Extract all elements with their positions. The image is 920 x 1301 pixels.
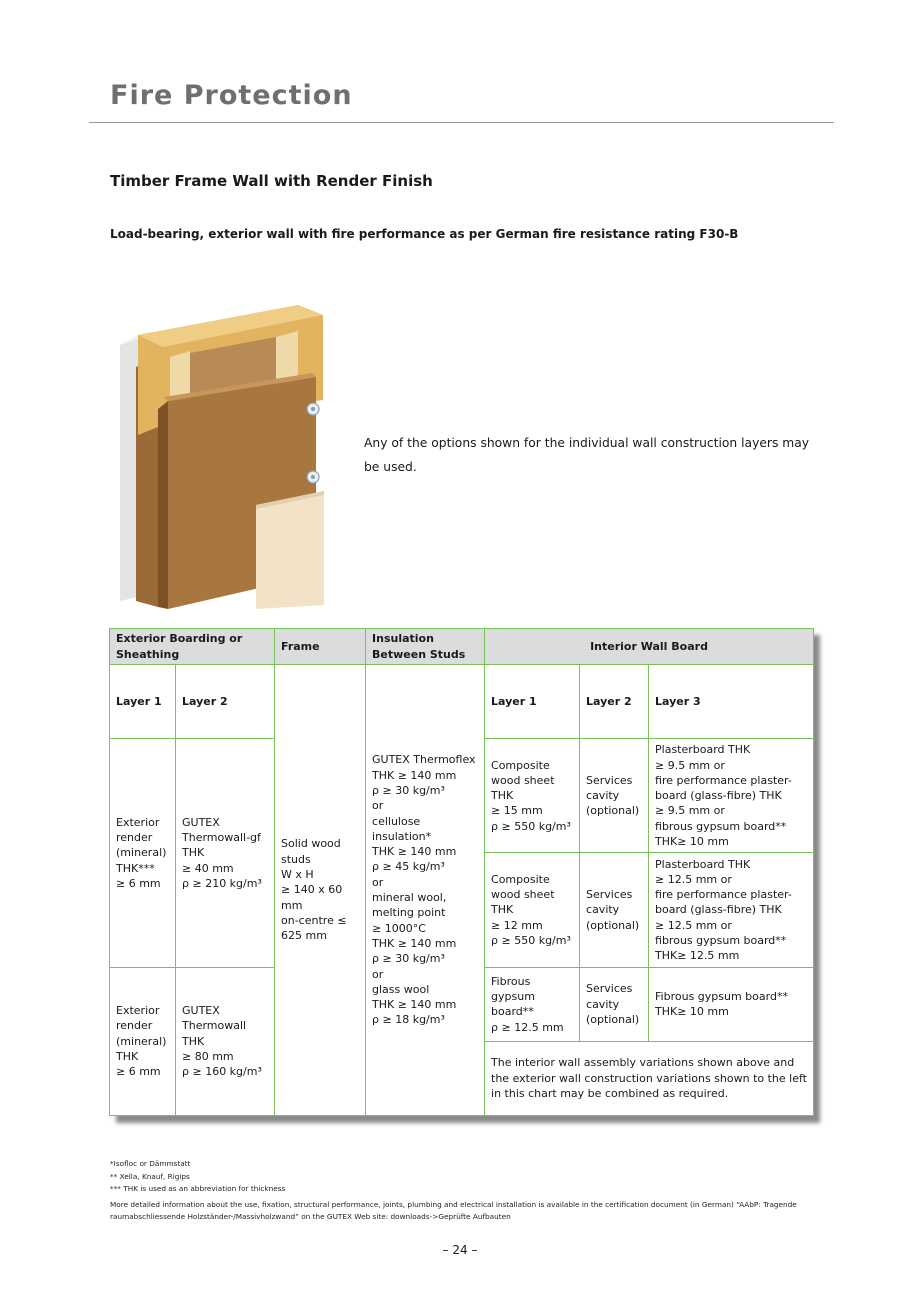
footnote-1: *Isofloc or Dämmstatt bbox=[110, 1159, 191, 1168]
footnotes bbox=[110, 1158, 830, 1223]
page-number: – 24 – bbox=[442, 1243, 478, 1257]
ext-row-2-layer-1: Exterior render (mineral) THK ≥ 6 mm bbox=[110, 967, 176, 1115]
int-layer-1-header: Layer 1 bbox=[485, 665, 580, 739]
header-insulation: Insulation Between Studs bbox=[366, 629, 485, 665]
insulation-cell: GUTEX Thermoflex THK ≥ 140 mm ρ ≥ 30 kg/m³ or cellulose insulation* THK ≥ 140 mm ρ ≥ 45 kg/m³ or mineral wool, melting point ≥ 1000°C THK ≥ 140 mm ρ ≥ 30 kg/m³ or glass wool THK ≥ 140 mm ρ ≥ 18 kg/m³ bbox=[366, 665, 485, 1116]
footnote-2: ** Xella, Knauf, Rigips bbox=[110, 1171, 190, 1181]
ext-row-1-layer-1: Exterior render (mineral) THK*** ≥ 6 mm bbox=[110, 739, 176, 967]
section-subtitle: Load-bearing, exterior wall with fire performance as per German fire resistance rating F30-B bbox=[110, 227, 739, 241]
interior-plaster-board bbox=[256, 491, 324, 609]
int-row-2-layer-2: Services cavity (optional) bbox=[580, 853, 649, 967]
page-title: Fire Protection bbox=[110, 80, 353, 111]
int-layer-2-header: Layer 2 bbox=[580, 665, 649, 739]
frame-cell: Solid wood studs W x H ≥ 140 x 60 mm on-centre ≤ 625 mm bbox=[275, 665, 366, 1116]
ext-layer-1-header: Layer 1 bbox=[110, 665, 176, 739]
int-row-1-layer-2: Services cavity (optional) bbox=[580, 739, 649, 853]
render-layer bbox=[120, 335, 138, 601]
int-row-3-layer-3: Fibrous gypsum board** THK≥ 10 mm bbox=[649, 967, 814, 1041]
header-exterior-boarding: Exterior Boarding or Sheathing bbox=[110, 629, 275, 665]
figure-caption: Any of the options shown for the individual wall construction layers may be used. bbox=[364, 436, 810, 474]
ext-row-1-layer-2: GUTEX Thermowall-gf THK ≥ 40 mm ρ ≥ 210 kg/m³ bbox=[176, 739, 275, 967]
header-frame: Frame bbox=[275, 629, 366, 665]
construction-table bbox=[109, 628, 813, 1116]
int-layer-3-header: Layer 3 bbox=[649, 665, 814, 739]
int-row-1-layer-1: Composite wood sheet THK ≥ 15 mm ρ ≥ 550 kg/m³ bbox=[485, 739, 580, 853]
int-row-1-layer-3: Plasterboard THK ≥ 9.5 mm or fire performance plaster- board (glass-fibre) THK ≥ 9.5 mm or fibrous gypsum board** THK≥ 10 mm bbox=[649, 739, 814, 853]
int-row-2-layer-1: Composite wood sheet THK ≥ 12 mm ρ ≥ 550 kg/m³ bbox=[485, 853, 580, 967]
int-row-3-layer-1: Fibrous gypsum board** ρ ≥ 12.5 mm bbox=[485, 967, 580, 1041]
title-divider bbox=[89, 122, 834, 123]
ext-layer-2-header: Layer 2 bbox=[176, 665, 275, 739]
footnote-3: *** THK is used as an abbreviation for thickness bbox=[110, 1184, 286, 1193]
section-title: Timber Frame Wall with Render Finish bbox=[110, 172, 433, 190]
ext-row-2-layer-2: GUTEX Thermowall THK ≥ 80 mm ρ ≥ 160 kg/m³ bbox=[176, 967, 275, 1115]
int-row-2-layer-3: Plasterboard THK ≥ 12.5 mm or fire performance plaster- board (glass-fibre) THK ≥ 12.5 mm or fibrous gypsum board** THK≥ 12.5 mm bbox=[649, 853, 814, 967]
combination-note: The interior wall assembly variations shown above and the exterior wall construction variations shown to the left in this chart may be combined as required. bbox=[485, 1041, 814, 1115]
header-interior-wall-board: Interior Wall Board bbox=[485, 629, 814, 665]
wall-construction-illustration bbox=[108, 305, 330, 617]
footnote-more-info: More detailed information about the use, fixation, structural performance, joints, plumbing and electrical installation is available in the certification document (in German) “AAbP: Tragende raumabschliessende Holzständer-/Massivholzwand” on the GUTEX Web site: downloads->Geprüfte Aufbauten bbox=[110, 1199, 797, 1221]
int-row-3-layer-2: Services cavity (optional) bbox=[580, 967, 649, 1041]
